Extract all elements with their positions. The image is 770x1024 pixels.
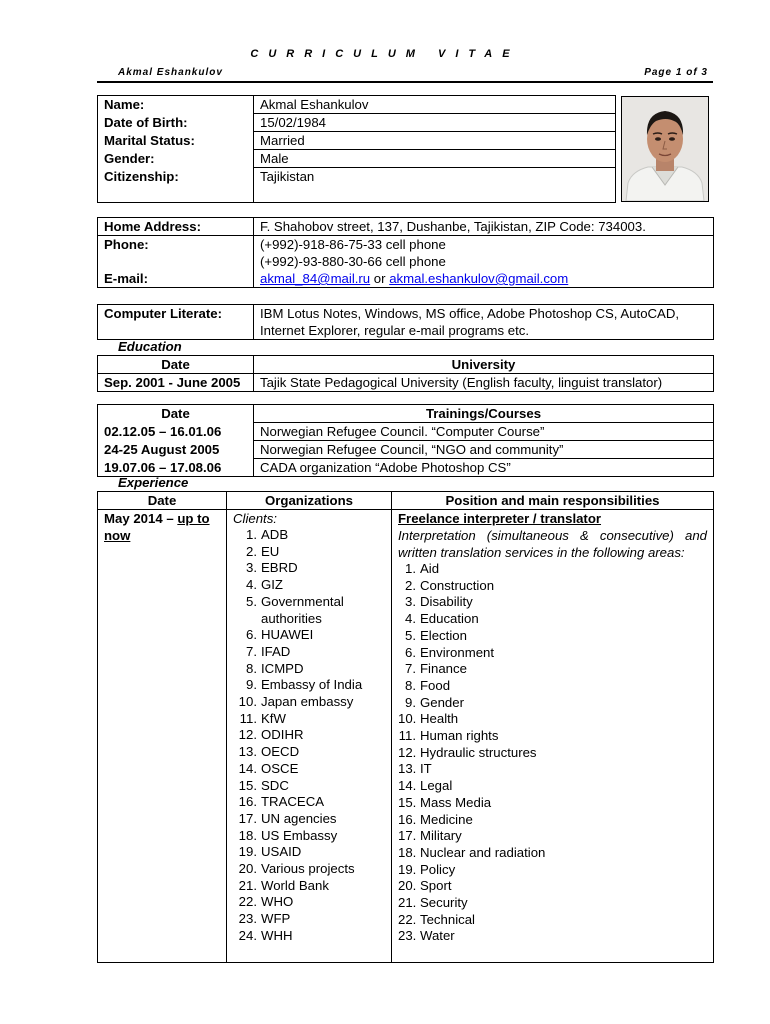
- client-item: [233, 627, 385, 644]
- table-row: [98, 510, 714, 963]
- list-item-text: Aid: [420, 561, 440, 576]
- computer-line-2: Internet Explorer, regular e-mail programs etc.: [260, 323, 529, 338]
- list-item-text: USAID: [261, 844, 302, 860]
- client-item: [233, 894, 385, 911]
- client-item: [233, 594, 385, 611]
- area-item: [398, 678, 707, 695]
- list-item-number: 20.: [398, 878, 417, 894]
- table-row: [98, 218, 714, 236]
- education-university: Tajik State Pedagogical University (English faculty, linguist translator): [254, 374, 714, 392]
- areas-list: [398, 561, 707, 945]
- citizenship-label: Citizenship:: [98, 168, 254, 203]
- training-course-header: Trainings/Courses: [254, 405, 714, 423]
- list-item-text: Medicine: [420, 811, 473, 827]
- list-item-text: World Bank: [261, 877, 329, 893]
- client-item: [233, 878, 385, 895]
- experience-position: [392, 510, 714, 963]
- area-item: [398, 812, 707, 829]
- list-item-number: 7.: [246, 643, 257, 659]
- list-item-number: 10.: [238, 694, 257, 710]
- table-row: [98, 459, 714, 477]
- client-item: [233, 761, 385, 778]
- list-item-text: HUAWEI: [261, 627, 314, 643]
- list-item-text: OECD: [261, 744, 300, 760]
- phone-1: (+992)-918-86-75-33 cell phone: [260, 237, 446, 252]
- list-item-text: Security: [420, 895, 468, 911]
- list-item-text: Disability: [420, 594, 473, 610]
- client-item: [233, 911, 385, 928]
- list-item-number: 16.: [238, 794, 257, 810]
- list-item-number: 19.: [238, 844, 257, 860]
- list-item-text: authorities: [261, 610, 322, 626]
- clients-label: Clients:: [233, 511, 277, 526]
- computer-line-1: IBM Lotus Notes, Windows, MS office, Adobe Photoshop CS, AutoCAD,: [260, 306, 680, 321]
- training-date-header: Date: [98, 405, 254, 423]
- list-item-text: Mass Media: [420, 794, 492, 810]
- list-item-number: 1.: [246, 527, 257, 542]
- list-item-number: 18.: [398, 844, 417, 860]
- education-date-header: Date: [98, 356, 254, 374]
- area-item: [398, 895, 707, 912]
- list-item-text: Nuclear and radiation: [420, 844, 546, 860]
- list-item-text: IFAD: [261, 643, 291, 659]
- table-row: [98, 492, 714, 510]
- header-author-name: Akmal Eshankulov: [118, 67, 223, 78]
- list-item-number: 8.: [405, 677, 416, 693]
- training-course: CADA organization “Adobe Photoshop CS”: [254, 459, 714, 477]
- list-item-text: Technical: [420, 911, 475, 927]
- gender-value: Male: [254, 150, 616, 168]
- area-item: [398, 761, 707, 778]
- list-item-text: ODIHR: [261, 727, 304, 743]
- area-item: [398, 695, 707, 712]
- citizenship-value: Tajikistan: [254, 168, 616, 203]
- list-item-number: 24.: [238, 927, 257, 943]
- table-row: [98, 374, 714, 392]
- list-item-text: EU: [261, 543, 280, 559]
- list-item-number: 6.: [246, 627, 257, 643]
- list-item-text: OSCE: [261, 760, 299, 776]
- list-item-number: 12.: [398, 744, 417, 760]
- list-item-text: Various projects: [261, 861, 355, 877]
- experience-organizations: [227, 510, 392, 963]
- profile-photo: [621, 96, 709, 202]
- list-item-number: 14.: [238, 760, 257, 776]
- list-item-number: 19.: [398, 861, 417, 877]
- list-item-number: 5.: [246, 593, 257, 609]
- list-item-text: Governmental: [261, 593, 344, 609]
- client-item: [233, 744, 385, 761]
- header-divider: [97, 81, 713, 83]
- education-table: [97, 355, 714, 392]
- list-item-text: US Embassy: [261, 827, 338, 843]
- area-item: [398, 594, 707, 611]
- list-item-text: Health: [420, 711, 459, 727]
- gender-label: Gender:: [98, 150, 254, 168]
- list-item-number: 17.: [238, 810, 257, 826]
- client-item: [233, 811, 385, 828]
- area-item: [398, 845, 707, 862]
- education-date: Sep. 2001 - June 2005: [98, 374, 254, 392]
- list-item-text: GIZ: [261, 577, 283, 593]
- list-item-text: UN agencies: [261, 810, 337, 826]
- list-item-text: WHH: [261, 927, 293, 943]
- list-item-number: 3.: [405, 594, 416, 610]
- list-item-number: 17.: [398, 828, 417, 844]
- list-item-number: 8.: [246, 660, 257, 676]
- training-date: 24-25 August 2005: [98, 441, 254, 459]
- list-item-number: 13.: [238, 744, 257, 760]
- training-date: 19.07.06 – 17.08.06: [98, 459, 254, 477]
- area-item: [398, 928, 707, 945]
- client-item: [233, 828, 385, 845]
- list-item-text: Policy: [420, 861, 456, 877]
- list-item-text: Embassy of India: [261, 677, 363, 693]
- list-item-number: 21.: [238, 877, 257, 893]
- area-item: [398, 795, 707, 812]
- experience-table: [97, 491, 714, 963]
- list-item-text: IT: [420, 761, 432, 777]
- area-item: [398, 778, 707, 795]
- address-value: F. Shahobov street, 137, Dushanbe, Tajikistan, ZIP Code: 734003.: [254, 218, 714, 236]
- list-item-text: KfW: [261, 710, 286, 726]
- table-row: [98, 441, 714, 459]
- list-item-text: SDC: [261, 777, 289, 793]
- list-item-number: 23.: [398, 928, 417, 944]
- page-number: Page 1 of 3: [644, 67, 708, 78]
- experience-date: [98, 510, 227, 963]
- list-item-number: 22.: [238, 894, 257, 910]
- area-item: [398, 728, 707, 745]
- phone-label: Phone:: [98, 236, 254, 271]
- email-label: E-mail:: [98, 270, 254, 288]
- list-item-number: 23.: [238, 911, 257, 927]
- list-item-number: 15.: [238, 777, 257, 793]
- client-item: [233, 928, 385, 945]
- client-item: [233, 711, 385, 728]
- list-item-number: 14.: [398, 778, 417, 794]
- list-item-number: 11.: [398, 728, 416, 744]
- computer-table: [97, 304, 714, 340]
- experience-org-header: Organizations: [227, 492, 392, 510]
- document-title: CURRICULUM VITAE: [250, 48, 520, 60]
- table-row: [98, 405, 714, 423]
- list-item-text: EBRD: [261, 560, 298, 576]
- list-item-number: 12.: [238, 727, 257, 743]
- client-item: [233, 727, 385, 744]
- client-item: [233, 694, 385, 711]
- list-item-text: ADB: [261, 527, 289, 542]
- list-item-text: Finance: [420, 661, 467, 677]
- list-item-text: ICMPD: [261, 660, 304, 676]
- address-label: Home Address:: [98, 218, 254, 236]
- list-item-text: Education: [420, 611, 479, 627]
- list-item-number: 9.: [405, 694, 416, 710]
- client-item: [233, 794, 385, 811]
- list-item-text: Construction: [420, 577, 495, 593]
- computer-label: Computer Literate:: [98, 305, 254, 340]
- list-item-number: 20.: [238, 861, 257, 877]
- training-date: 02.12.05 – 16.01.06: [98, 423, 254, 441]
- client-item: [233, 844, 385, 861]
- list-item-text: Human rights: [420, 728, 499, 744]
- list-item-number: 2.: [405, 577, 416, 593]
- area-item: [398, 628, 707, 645]
- list-item-text: Election: [420, 627, 467, 643]
- list-item-number: 5.: [405, 627, 416, 643]
- email-link-2[interactable]: akmal.eshankulov@gmail.com: [389, 271, 569, 286]
- client-item: [233, 644, 385, 661]
- list-item-text: Hydraulic structures: [420, 744, 537, 760]
- list-item-number: 18.: [238, 827, 257, 843]
- table-row: [98, 423, 714, 441]
- training-course: Norwegian Refugee Council. “Computer Course”: [254, 423, 714, 441]
- email-link-1[interactable]: akmal_84@mail.ru: [260, 271, 371, 286]
- area-item: [398, 611, 707, 628]
- portrait-image: [622, 97, 708, 201]
- list-item-number: 4.: [246, 577, 257, 593]
- list-item-text: Legal: [420, 778, 453, 794]
- education-university-header: University: [254, 356, 714, 374]
- list-item-text: Military: [420, 828, 462, 844]
- position-description: Interpretation (simultaneous & consecutive) and written translation services in the following areas:: [398, 528, 707, 560]
- client-item: [233, 861, 385, 878]
- list-item-text: Sport: [420, 878, 452, 894]
- list-item-number: 11.: [239, 710, 257, 726]
- area-item: [398, 878, 707, 895]
- client-item: [233, 661, 385, 678]
- area-item: [398, 862, 707, 879]
- area-item: [398, 578, 707, 595]
- list-item-text: Environment: [420, 644, 495, 660]
- phone-values: [254, 236, 714, 271]
- list-item-text: TRACECA: [261, 794, 325, 810]
- list-item-number: 2.: [246, 543, 257, 559]
- experience-heading: Experience: [118, 475, 189, 490]
- experience-date-start: May 2014 –: [104, 511, 178, 526]
- list-item-number: 4.: [405, 611, 416, 627]
- list-item-number: 16.: [398, 811, 417, 827]
- client-item: [233, 778, 385, 795]
- list-item-number: 3.: [246, 560, 257, 576]
- area-item: [398, 661, 707, 678]
- name-value: Akmal Eshankulov: [254, 96, 616, 114]
- email-separator: or: [370, 271, 390, 286]
- list-item-number: 22.: [398, 911, 417, 927]
- table-row: [98, 236, 714, 271]
- birth-value: 15/02/1984: [254, 114, 616, 132]
- list-item-number: 9.: [246, 677, 257, 693]
- list-item-number: 10.: [398, 711, 417, 727]
- birth-label: Date of Birth:: [98, 114, 254, 132]
- table-row: [98, 270, 714, 288]
- list-item-text: Food: [420, 677, 451, 693]
- phone-2: (+992)-93-880-30-66 cell phone: [260, 254, 446, 269]
- education-heading: Education: [118, 339, 182, 354]
- experience-date-end: up to: [177, 511, 210, 526]
- experience-date-header: Date: [98, 492, 227, 510]
- training-course: Norwegian Refugee Council, “NGO and community”: [254, 441, 714, 459]
- table-row: [98, 305, 714, 340]
- area-item: [398, 711, 707, 728]
- area-item: [398, 645, 707, 662]
- email-values: [254, 270, 714, 288]
- list-item-number: 1.: [405, 561, 416, 576]
- client-item: [233, 527, 385, 544]
- area-item: [398, 561, 707, 578]
- list-item-number: 13.: [398, 761, 417, 777]
- list-item-text: Water: [420, 928, 455, 944]
- experience-date-end-2: now: [104, 528, 131, 543]
- name-label: Name:: [98, 96, 254, 114]
- marital-label: Marital Status:: [98, 132, 254, 150]
- marital-value: Married: [254, 132, 616, 150]
- clients-list: [233, 527, 385, 945]
- client-item: [233, 560, 385, 577]
- computer-value: [254, 305, 714, 340]
- list-item-text: Japan embassy: [261, 694, 354, 710]
- list-item-number: 15.: [398, 794, 417, 810]
- table-row: [98, 356, 714, 374]
- area-item: [398, 912, 707, 929]
- list-item-text: WFP: [261, 911, 291, 927]
- list-item-text: WHO: [261, 894, 294, 910]
- trainings-table: [97, 404, 714, 477]
- list-item-number: 21.: [398, 895, 417, 911]
- position-title: Freelance interpreter / translator: [398, 511, 602, 526]
- contact-table: [97, 217, 714, 288]
- client-item: [233, 611, 385, 628]
- list-item-number: 6.: [405, 644, 416, 660]
- area-item: [398, 828, 707, 845]
- list-item-number: 7.: [405, 661, 416, 677]
- experience-position-header: Position and main responsibilities: [392, 492, 714, 510]
- area-item: [398, 745, 707, 762]
- list-item-text: Gender: [420, 694, 464, 710]
- client-item: [233, 577, 385, 594]
- client-item: [233, 544, 385, 561]
- client-item: [233, 677, 385, 694]
